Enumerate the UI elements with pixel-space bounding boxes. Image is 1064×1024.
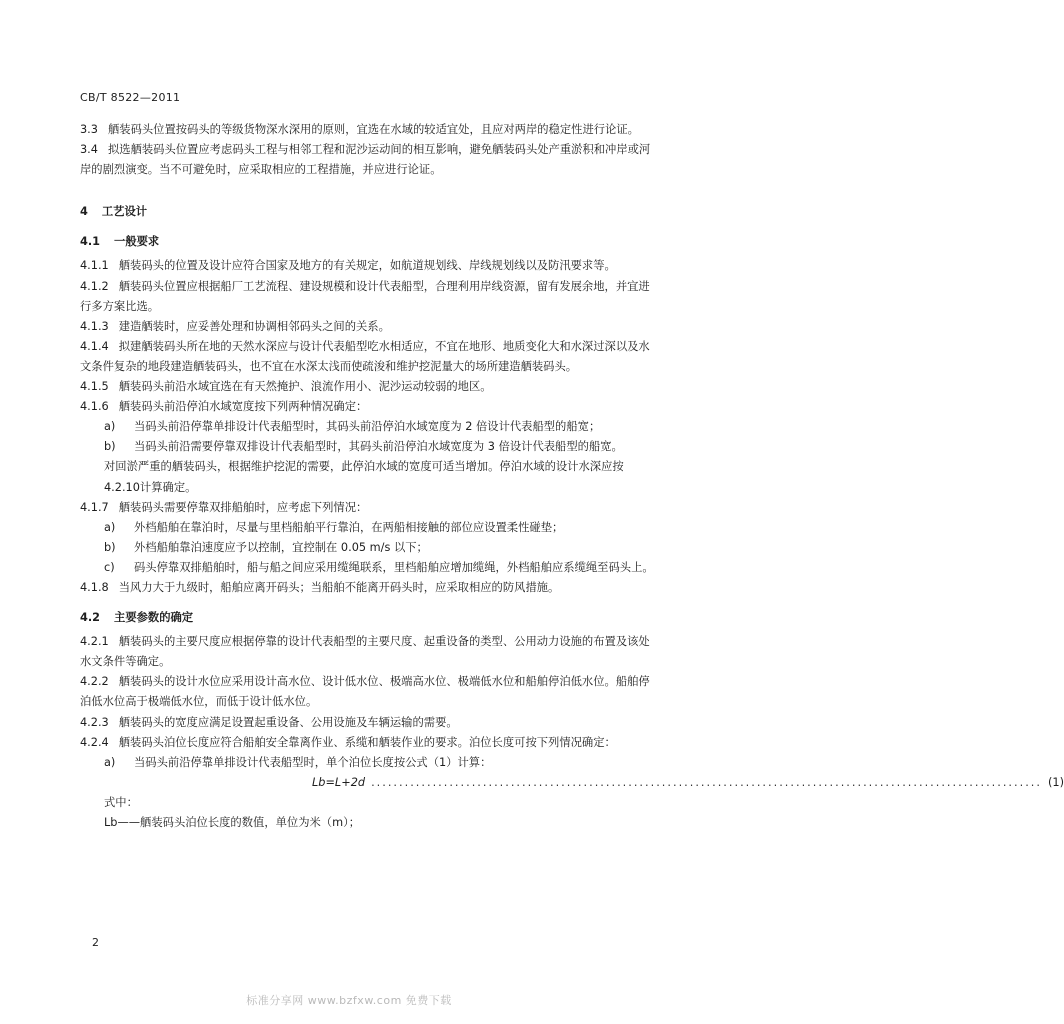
heading-text: 一般要求: [114, 235, 160, 249]
list-item-text: 外档船舶在靠泊时，尽量与里档船舶平行靠泊，在两船相接触的部位应设置柔性碰垫；: [134, 520, 564, 534]
section-heading: [80, 202, 655, 222]
list-item: [80, 518, 655, 538]
list-marker: a): [104, 520, 116, 534]
clause-text: 舾装码头的设计水位应采用设计高水位、设计低水位、极端高水位、极端低水位和船舶停泊低水位。船舶停泊低水位高于极端低水位，而低于设计低水位。: [80, 675, 650, 709]
list-marker: b): [104, 540, 116, 554]
list-item-text: 当码头前沿停靠单排设计代表船型时，其码头前沿停泊水域宽度为 2 倍设计代表船型的船宽；: [134, 420, 601, 434]
list-marker: a): [104, 420, 116, 434]
equation-number: (1): [1047, 775, 1064, 789]
clause-paragraph: [80, 377, 655, 397]
clause-number: 4.1.4: [80, 339, 109, 353]
clause-number: 4.1: [80, 235, 101, 249]
clause-paragraph: [80, 256, 655, 276]
clause-number: 4.2: [80, 611, 101, 625]
clause-paragraph: [80, 632, 655, 672]
list-item-text: 码头停靠双排船舶时，船与船之间应采用缆绳联系，里档船舶应增加缆绳，外档船舶应系缆绳至码头上。: [134, 560, 654, 574]
clause-number: 4.1.3: [80, 319, 109, 333]
spacer: [80, 180, 655, 202]
clause-number: 4.2.2: [80, 675, 109, 689]
formula-variable-note: 式中：: [104, 795, 138, 809]
clause-number: 4.1.7: [80, 500, 109, 514]
heading-text: 工艺设计: [101, 205, 148, 219]
clause-text: 舾装码头需要停靠双排船舶时，应考虑下列情况：: [118, 500, 368, 514]
clause-paragraph: [80, 277, 655, 317]
formula-expression: Lb=L+2d: [312, 775, 366, 789]
clause-text: 舾装码头泊位长度应符合船舶安全靠离作业、系缆和舾装作业的要求。泊位长度可按下列情况确定：: [118, 735, 616, 749]
clause-paragraph: [80, 713, 655, 733]
clause-text: 舾装码头位置按码头的等级货物深水深用的原则，宜选在水域的较适宜处，且应对两岸的稳定性进行论证。: [107, 123, 639, 136]
list-item-text: 外档船舶靠泊速度应予以控制，宜控制在 0.05 m/s 以下；: [134, 540, 428, 554]
formula-variable-note: Lb——舾装码头泊位长度的数值，单位为米（m）；: [104, 816, 361, 829]
clause-number: 3.4: [80, 143, 98, 157]
clause-paragraph: [80, 498, 655, 518]
list-item: [80, 753, 655, 773]
clause-number: 4.1.6: [80, 400, 109, 414]
page-number: 2: [92, 936, 99, 949]
list-marker: a): [104, 755, 116, 769]
formula: [80, 773, 1064, 793]
spacer: [80, 222, 655, 232]
list-item: [80, 538, 655, 558]
clause-paragraph: [80, 397, 655, 417]
list-marker: b): [104, 440, 116, 454]
clause-number: 4.2.4: [80, 735, 109, 749]
clause-text: 舾装码头的主要尺度应根据停靠的设计代表船型的主要尺度、起重设备的类型、公用动力设施的布置及该处水文条件等确定。: [80, 635, 650, 669]
clause-number: 4.2.3: [80, 715, 109, 729]
clause-number: 4.2.1: [80, 635, 109, 649]
list-marker: c): [104, 560, 115, 574]
list-item: [80, 558, 655, 578]
heading-text: 主要参数的确定: [114, 611, 194, 625]
clause-paragraph: [80, 337, 655, 377]
clause-paragraph: [80, 672, 655, 712]
list-item-text: 当码头前沿停靠单排设计代表船型时，单个泊位长度按公式（1）计算：: [134, 755, 492, 769]
clause-text: 当风力大于九级时，船舶应离开码头；当船舶不能离开码头时，应采取相应的防风措施。: [118, 580, 560, 594]
section-heading: [80, 608, 655, 628]
section-heading: [80, 232, 655, 252]
clause-text: 舾装码头前沿水域宜选在有天然掩护、浪流作用小、泥沙运动较弱的地区。: [118, 380, 492, 394]
document-body: [80, 120, 1064, 833]
clause-paragraph: [80, 578, 655, 598]
clause-text: 舾装码头的宽度应满足设置起重设备、公用设施及车辆运输的需要。: [118, 715, 458, 729]
clause-number: 3.3: [80, 123, 98, 136]
watermark: 标准分享网 www.bzfxw.com 免费下载: [246, 994, 452, 1007]
clause-paragraph: [80, 120, 655, 140]
list-item: [80, 437, 655, 457]
clause-text: 拟选舾装码头位置应考虑码头工程与相邻工程和泥沙运动间的相互影响，避免舾装码头处产重淤积和冲岸或河岸的剧烈演变。当不可避免时，应采取相应的工程措施，并应进行论证。: [80, 143, 651, 177]
clause-number: 4.1.1: [80, 259, 109, 273]
continuation-paragraph: 对回淤严重的舾装码头，根据维护挖泥的需要，此停泊水域的宽度可适当增加。停泊水域的设计水深应按4.2.10计算确定。: [104, 460, 624, 494]
clause-paragraph: [80, 317, 655, 337]
clause-number: 4.1.5: [80, 380, 109, 394]
standard-id: CB/T 8522—2011: [80, 91, 181, 104]
list-item: [80, 417, 655, 437]
clause-text: 舾装码头位置应根据船厂工艺流程、建设规模和设计代表船型，合理利用岸线资源，留有发展余地，并宜进行多方案比选。: [80, 279, 650, 313]
clause-text: 舾装码头的位置及设计应符合国家及地方的有关规定，如航道规划线、岸线规划线以及防汛要求等。: [118, 259, 616, 273]
spacer: [80, 598, 655, 608]
clause-paragraph: [80, 733, 655, 753]
clause-text: 舾装码头前沿停泊水域宽度按下列两种情况确定：: [118, 400, 368, 414]
leader-dots: ........................................................................................................................: [371, 775, 1042, 789]
clause-text: 拟建舾装码头所在地的天然水深应与设计代表船型吃水相适应，不宜在地形、地质变化大和水深过深以及水文条件复杂的地段建造舾装码头，也不宜在水深太浅而使疏浚和维护挖泥量大的场所建造舾装码头。: [80, 339, 650, 373]
clause-number: 4.1.2: [80, 279, 109, 293]
list-item-text: 当码头前沿需要停靠双排设计代表船型时，其码头前沿停泊水域宽度为 3 倍设计代表船型的船宽。: [134, 440, 623, 454]
clause-text: 建造舾装时，应妥善处理和协调相邻码头之间的关系。: [118, 319, 390, 333]
clause-paragraph: [80, 140, 655, 180]
clause-number: 4.1.8: [80, 580, 109, 594]
clause-number: 4: [80, 205, 88, 219]
